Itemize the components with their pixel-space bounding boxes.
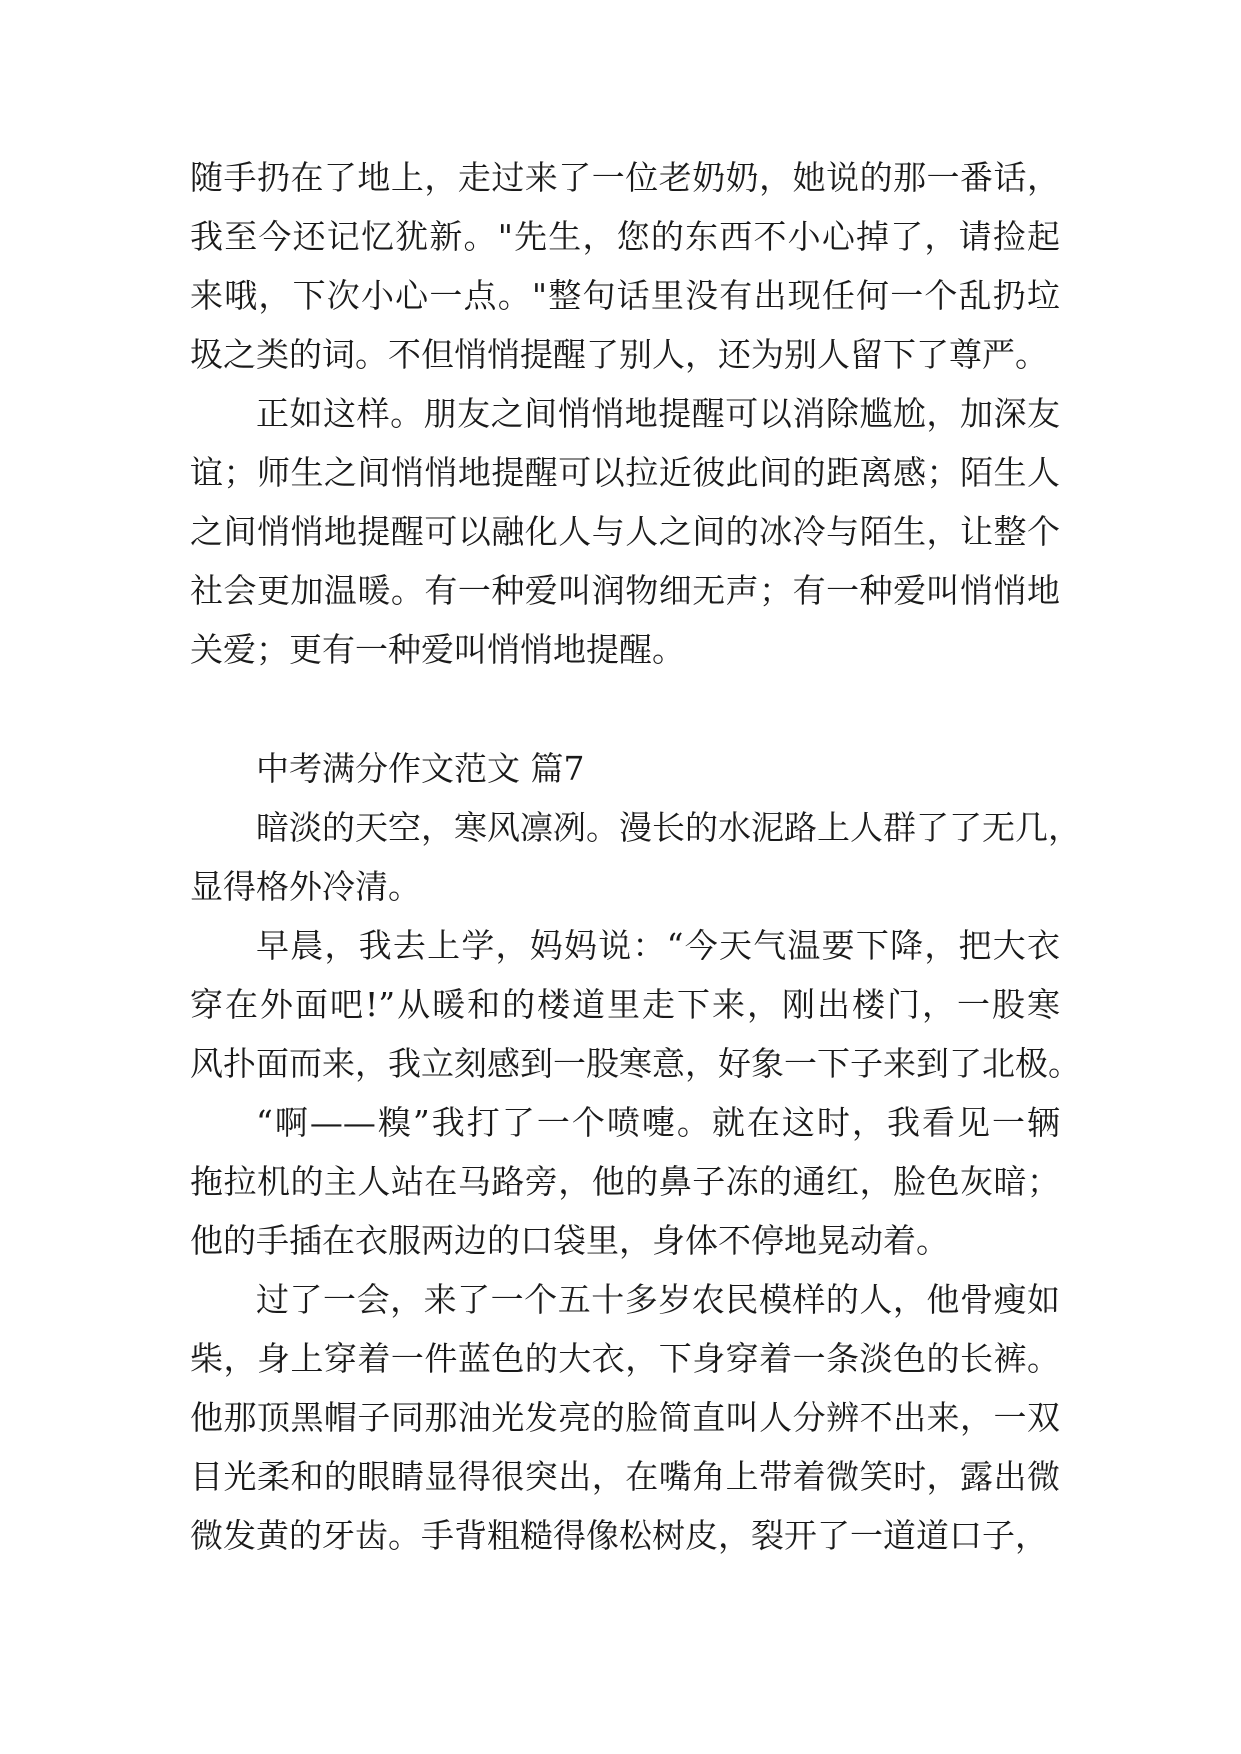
text-line: 穿在外面吧!”从暖和的楼道里走下来，刚出楼门，一股寒 [190,985,1060,1024]
text-line: 目光柔和的眼睛显得很突出，在嘴角上带着微笑时，露出微 [190,1457,1060,1496]
text-line: 关爱；更有一种爱叫悄悄地提醒。 [190,630,685,669]
paragraph-essay7-4 [190,1270,1060,1565]
text-line: 暗淡的天空，寒风凛冽。漫长的水泥路上人群了了无几， [256,808,1081,847]
text-line: 早晨，我去上学，妈妈说：“今天气温要下降，把大衣 [256,926,1060,965]
text-line: 拖拉机的主人站在马路旁，他的鼻子冻的通红，脸色灰暗； [190,1162,1060,1201]
paragraph-essay7-3 [190,1093,1060,1270]
text-line: 过了一会，来了一个五十多岁农民模样的人，他骨瘦如 [256,1280,1060,1319]
text-line: 正如这样。朋友之间悄悄地提醒可以消除尴尬，加深友 [256,394,1060,433]
text-line: 随手扔在了地上，走过来了一位老奶奶，她说的那一番话， [190,158,1060,197]
text-line: 圾之类的词。不但悄悄提醒了别人，还为别人留下了尊严。 [190,335,1048,374]
text-line: 我至今还记忆犹新。"先生，您的东西不小心掉了，请捡起 [190,217,1060,256]
section-heading: 中考满分作文范文 篇7 [256,749,585,788]
paragraph-essay7-1 [190,798,1081,916]
text-line: 风扑面而来，我立刻感到一股寒意，好象一下子来到了北极。 [190,1044,1081,1083]
text-line: 谊；师生之间悄悄地提醒可以拉近彼此间的距离感；陌生人 [190,453,1060,492]
text-line: “啊——糗”我打了一个喷嚏。就在这时，我看见一辆 [256,1103,1060,1142]
text-line: 来哦，下次小心一点。"整句话里没有出现任何一个乱扔垃 [190,276,1060,315]
text-line: 他的手插在衣服两边的口袋里，身体不停地晃动着。 [190,1221,949,1260]
text-line: 他那顶黑帽子同那油光发亮的脸简直叫人分辨不出来，一双 [190,1398,1060,1437]
document-body [190,148,1081,1565]
section-gap [190,679,1060,739]
text-line: 之间悄悄地提醒可以融化人与人之间的冰冷与陌生，让整个 [190,512,1060,551]
text-line: 显得格外冷清。 [190,867,421,906]
paragraph-conclusion [190,384,1060,679]
paragraph-essay7-2 [190,916,1081,1093]
text-line: 微发黄的牙齿。手背粗糙得像松树皮，裂开了一道道口子， [190,1516,1048,1555]
paragraph-continuation [190,148,1060,384]
text-line: 柴，身上穿着一件蓝色的大衣，下身穿着一条淡色的长裤。 [190,1339,1060,1378]
text-line: 社会更加温暖。有一种爱叫润物细无声；有一种爱叫悄悄地 [190,571,1060,610]
